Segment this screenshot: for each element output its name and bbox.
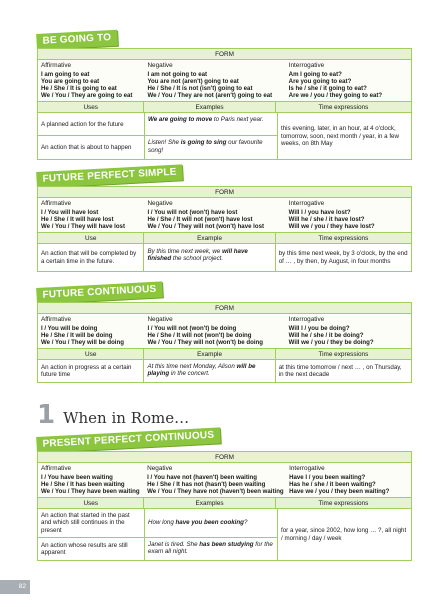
section-present-perfect-continuous — [37, 429, 412, 577]
use-cell: An action whose results are still apparent — [38, 538, 145, 560]
section-tag: FUTURE CONTINUOUS — [36, 281, 163, 303]
form-line: He / She / It is going to eat — [41, 84, 117, 92]
form-line: Has he / she / it been waiting? — [289, 480, 376, 488]
section-tag: PRESENT PERFECT CONTINUOUS — [36, 427, 220, 452]
section-future-continuous — [37, 283, 412, 388]
form-line: He / She / It has been waiting — [41, 480, 125, 488]
affirmative-heading: Affirmative — [41, 465, 72, 472]
time-expressions-heading: Time expressions — [318, 500, 369, 508]
form-line: He / She / It will not (won't) have lost — [147, 215, 253, 223]
form-table — [37, 48, 412, 160]
form-line: I / You will not (won't) be doing — [147, 324, 237, 332]
affirmative-heading: Affirmative — [41, 316, 72, 323]
form-line: I am going to eat — [41, 70, 90, 78]
form-table — [37, 302, 412, 383]
form-line: I / You have not (haven't) been waiting — [147, 473, 258, 481]
use-cell: A planned action for the future — [38, 113, 145, 135]
example-cell: At this time next Monday, Alison will be playing in the concert. — [144, 360, 275, 382]
form-line: We / You / They are not (aren't) going to eat — [147, 92, 273, 100]
form-line: We / You / They will have lost — [41, 222, 125, 230]
form-line: Are we / you / they going to eat? — [288, 92, 383, 100]
form-line: You are going to eat — [41, 77, 100, 85]
form-line: He / She / It will have lost — [41, 215, 114, 223]
form-line: Will we / you / they have lost? — [288, 222, 375, 230]
form-line: We / You / They have been waiting — [41, 487, 140, 495]
form-header: FORM — [38, 187, 411, 198]
negative-heading: Negative — [147, 200, 173, 207]
section-future-perfect-simple — [37, 166, 412, 277]
affirmative-column — [38, 60, 144, 101]
uses-header-row — [38, 233, 411, 244]
form-line: We / You / They will not (won't) be doing — [147, 338, 263, 346]
form-line: We / You / They are going to eat — [41, 92, 133, 100]
form-header: FORM — [38, 49, 411, 60]
form-line: He / She / It has not (hasn't) been waiting — [147, 480, 266, 488]
time-expressions-heading: Time expressions — [318, 104, 369, 112]
examples-heading: Examples — [144, 102, 275, 112]
affirmative-column — [38, 463, 144, 497]
form-line: You are not (aren't) going to eat — [147, 77, 239, 85]
use-heading: Use — [38, 233, 144, 243]
example-heading: Example — [144, 233, 275, 243]
form-line: Will I / you have lost? — [288, 208, 351, 216]
table-row — [38, 113, 277, 136]
negative-column — [144, 463, 286, 497]
negative-column — [144, 314, 285, 348]
example-cell: We are going to move to Paris next year. — [148, 116, 264, 124]
interrogative-column — [286, 463, 411, 497]
time-expressions-cell: at this time tomorrow / next … , on Thursday, in the next decade — [278, 363, 402, 379]
form-line: We / You / They will not (won't) have lost — [147, 222, 264, 230]
uses-heading: Uses — [38, 102, 144, 112]
form-line: Have we / you / they been waiting? — [289, 487, 390, 495]
form-line: Have I / you been waiting? — [289, 473, 366, 481]
section-tag: BE GOING TO — [36, 30, 117, 50]
form-line: He / She / It is not (isn't) going to eat — [147, 84, 253, 92]
form-row — [38, 314, 411, 349]
example-cell: Janet is tired. She has been studying for the exam all night. — [148, 541, 273, 556]
table-row — [38, 509, 277, 538]
form-line: I / You will not (won't) have lost — [147, 208, 238, 216]
form-line: Am I going to eat? — [288, 70, 342, 78]
negative-column — [144, 60, 285, 101]
use-heading: Use — [38, 349, 144, 359]
form-line: Are you going to eat? — [288, 77, 352, 85]
example-cell: Listen! She is going to sing our favourite song! — [148, 139, 263, 154]
form-line: Will we / you / they be doing? — [288, 338, 374, 346]
form-table — [37, 186, 412, 272]
examples-heading: Examples — [144, 498, 275, 508]
form-line: I / You have been waiting — [41, 473, 113, 481]
interrogative-column — [286, 198, 411, 232]
use-cell: An action in progress at a certain future time — [38, 360, 144, 382]
negative-column — [144, 198, 285, 232]
form-line: I am not going to eat — [147, 70, 208, 78]
use-cell: An action that is about to happen — [38, 136, 145, 159]
unit-heading — [37, 400, 189, 431]
form-line: Will I / you be doing? — [288, 324, 350, 332]
interrogative-column — [286, 60, 411, 101]
form-line: Will he / she / it be doing? — [288, 331, 364, 339]
uses-header-row — [38, 349, 411, 360]
interrogative-heading: Interrogative — [289, 465, 325, 472]
affirmative-column — [38, 314, 144, 348]
form-line: Will he / she / it have lost? — [288, 215, 365, 223]
interrogative-heading: Interrogative — [288, 62, 325, 69]
form-line: We / You / They will be doing — [41, 338, 124, 346]
interrogative-heading: Interrogative — [288, 316, 325, 323]
time-expressions-cell: this evening, later, in an hour, at 4 o'clock, tomorrow, soon, next month / year, in a few weeks, on 8th May — [277, 113, 411, 159]
time-expressions-heading: Time expressions — [318, 351, 369, 359]
uses-heading: Uses — [38, 498, 144, 508]
table-row — [38, 538, 277, 560]
time-expressions-cell: for a year, since 2002, how long … ?, all night / morning / day / week — [277, 509, 411, 560]
example-cell: How long have you been cooking? — [148, 519, 248, 527]
time-expressions-heading: Time expressions — [318, 235, 369, 243]
unit-title: When in Rome… — [63, 409, 190, 427]
form-header: FORM — [38, 303, 411, 314]
use-cell: An action that will be completed by a certain time in the future. — [38, 244, 144, 271]
form-line: He / She / It will not (won't) be doing — [147, 331, 252, 339]
time-expressions-cell: by this time next week, by 3 o'clock, by the end of … , by then, by August, in four months — [278, 250, 408, 265]
uses-body — [38, 113, 411, 159]
uses-header-row — [38, 102, 411, 113]
form-row — [38, 60, 411, 102]
form-row — [38, 463, 411, 498]
interrogative-column — [286, 314, 411, 348]
affirmative-heading: Affirmative — [41, 62, 72, 69]
interrogative-heading: Interrogative — [288, 200, 325, 207]
form-line: We / You / They have not (haven't) been waiting — [147, 487, 284, 495]
example-cell: By this time next week, we will have finished the school project. — [144, 244, 275, 271]
negative-heading: Negative — [147, 62, 173, 69]
affirmative-column — [38, 198, 144, 232]
negative-heading: Negative — [147, 465, 173, 472]
table-row — [38, 136, 277, 159]
uses-body — [38, 509, 411, 560]
use-cell: An action that started in the past and which still continues in the present — [38, 509, 145, 537]
unit-number: 1 — [37, 400, 56, 430]
example-heading: Example — [144, 349, 275, 359]
form-line: I / You will have lost — [41, 208, 99, 216]
form-row — [38, 198, 411, 233]
form-line: He / She / It will be doing — [41, 331, 113, 339]
affirmative-heading: Affirmative — [41, 200, 72, 207]
page-number: 82 — [0, 580, 30, 594]
table-row — [38, 360, 411, 382]
form-header: FORM — [38, 452, 411, 463]
section-be-going-to — [37, 34, 412, 162]
negative-heading: Negative — [147, 316, 173, 323]
table-row — [38, 244, 411, 271]
form-table — [37, 451, 412, 561]
form-line: I / You will be doing — [41, 324, 98, 332]
form-line: Is he / she / it going to eat? — [288, 84, 367, 92]
uses-header-row — [38, 498, 411, 509]
section-tag: FUTURE PERFECT SIMPLE — [36, 164, 183, 187]
